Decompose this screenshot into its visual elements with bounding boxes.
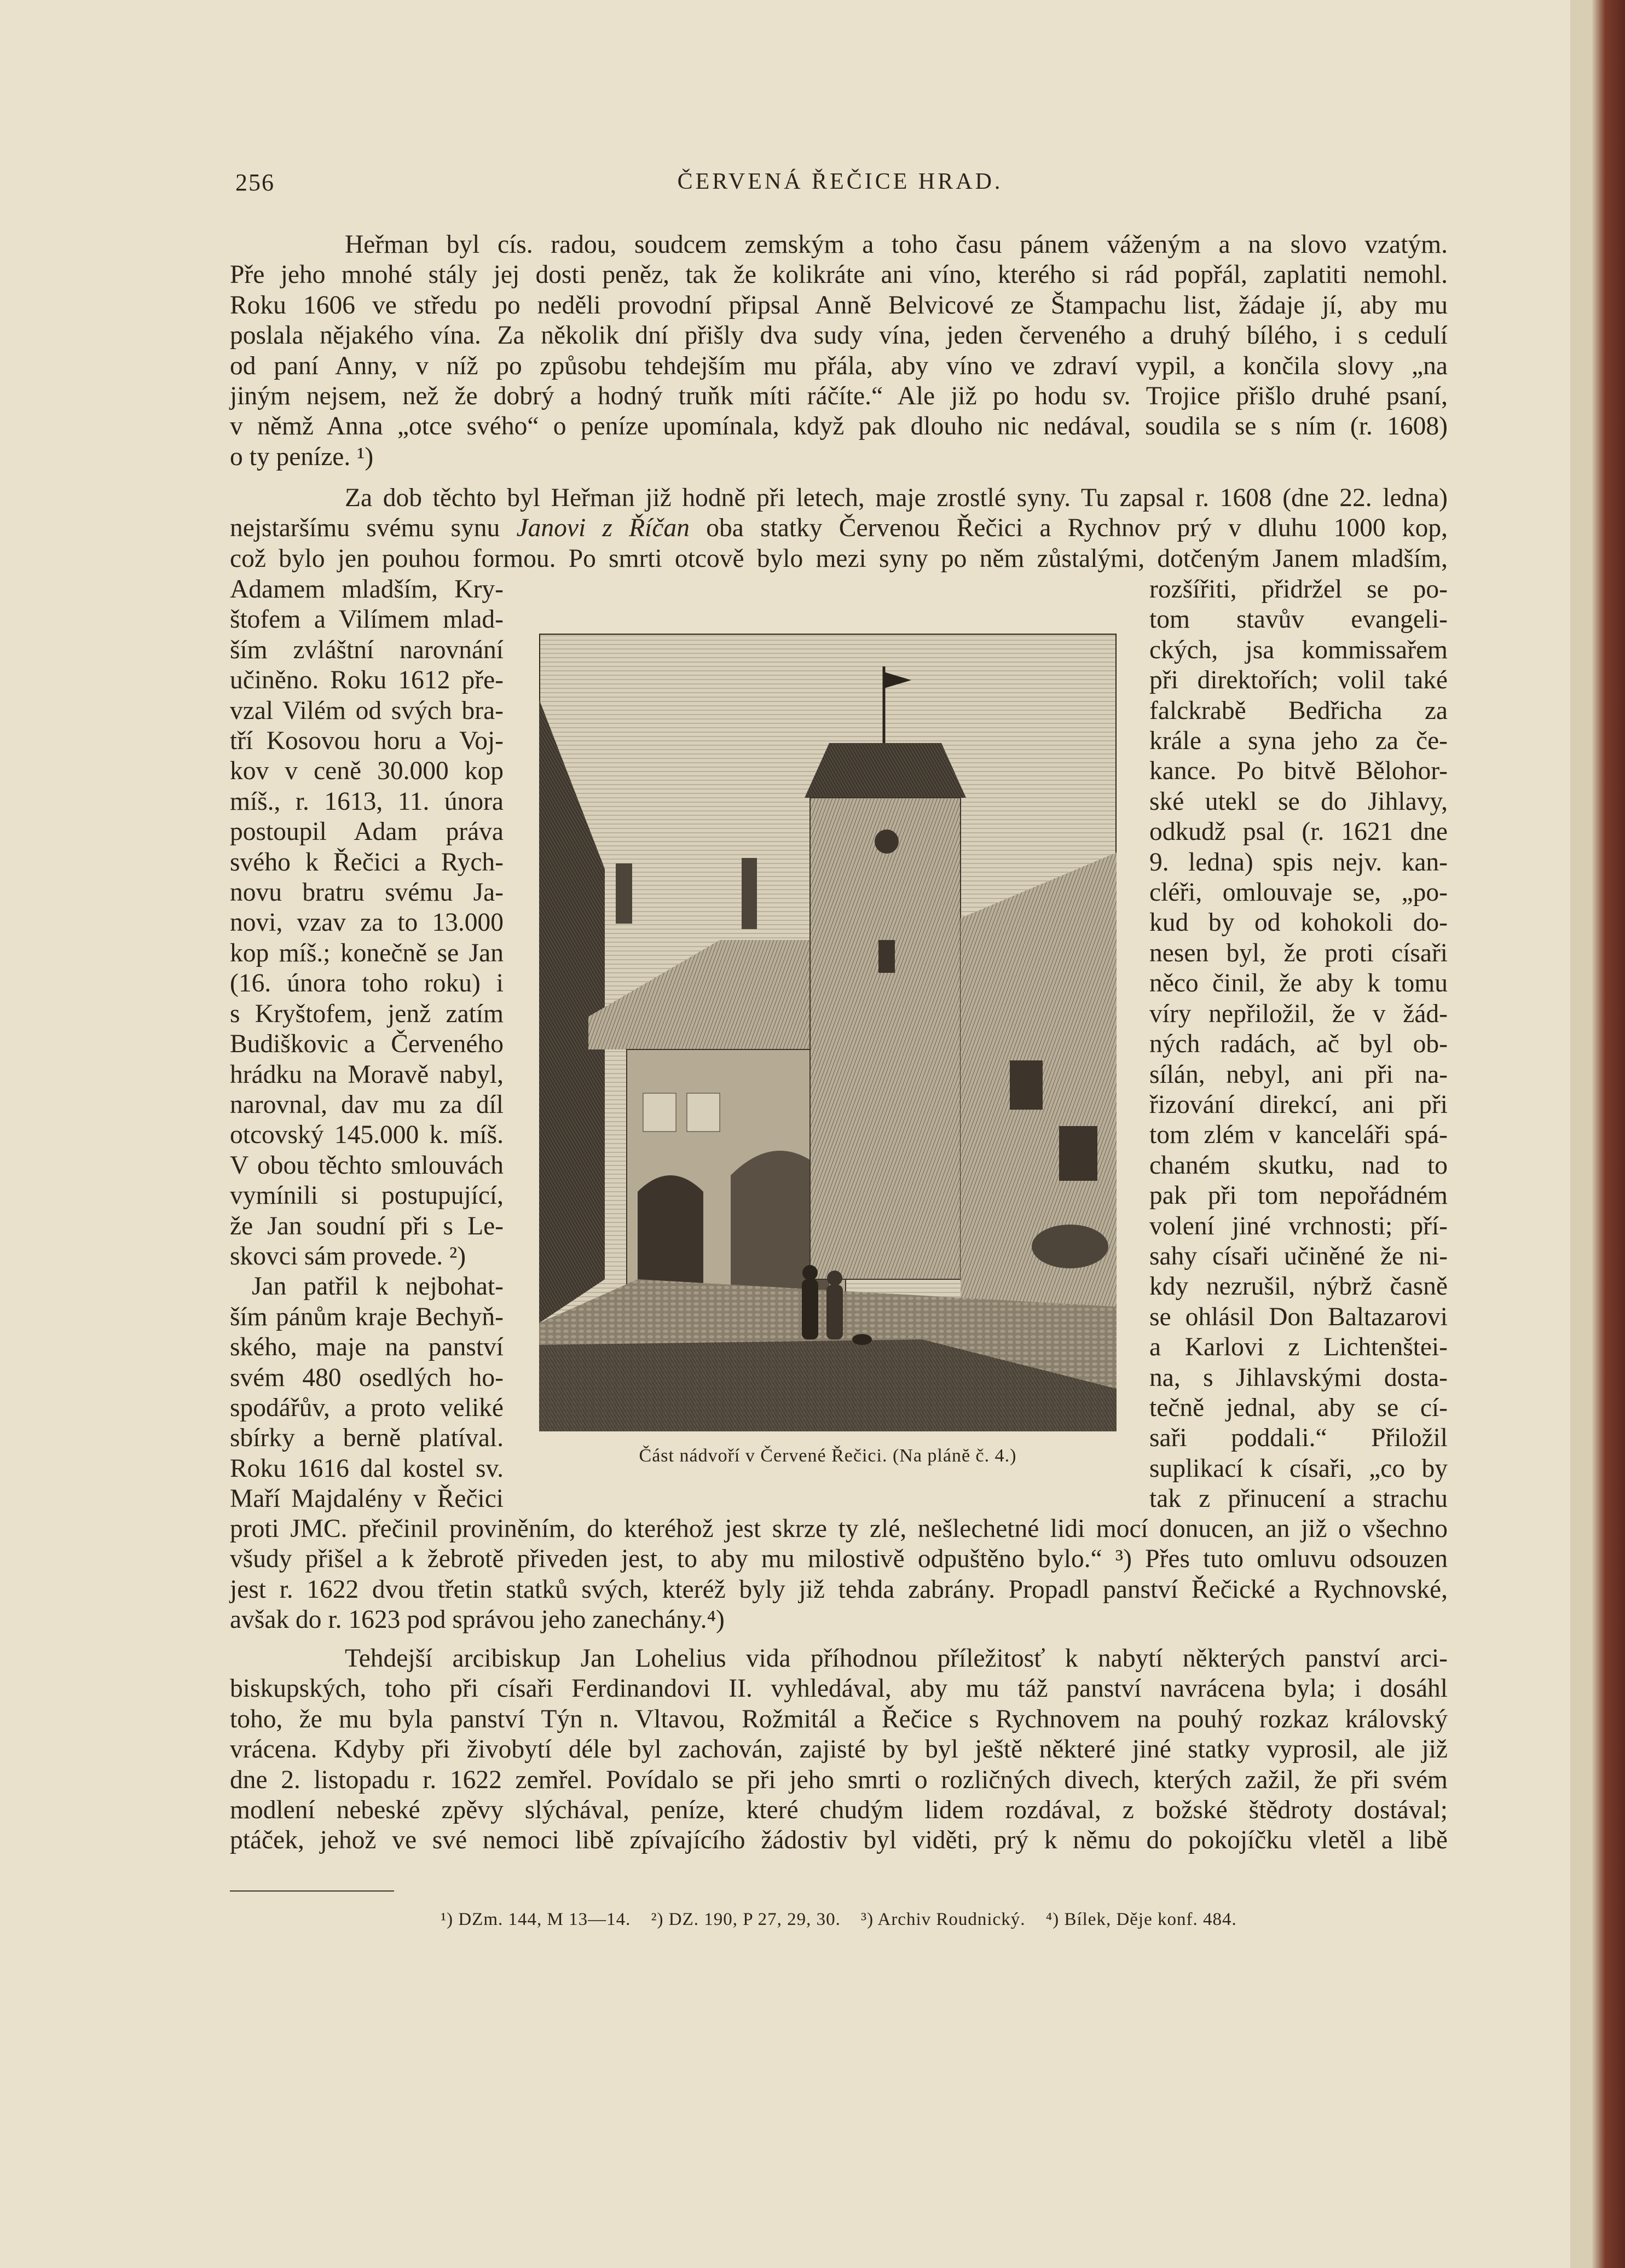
text-line: všudy přišel a k žebrotě přiveden jest, to aby mu milostivě odpuštěno bylo.“ ³) Přes tuto omluvu odsouzen: [230, 1545, 1448, 1574]
text-line: tom stavův evangeli-: [1149, 605, 1448, 634]
text-line: falckrabě Bedřicha za: [1149, 696, 1448, 725]
text-line: sílán, nebyl, ani při na-: [1149, 1060, 1448, 1089]
text-line: kop míš.; konečně se Jan: [230, 938, 504, 967]
window: [1059, 1126, 1097, 1181]
text-line: novu bratru svému Ja-: [230, 878, 504, 907]
text-line: něco činil, že aby k tomu: [1149, 969, 1448, 998]
text-line: při direktořích; volil také: [1149, 666, 1448, 695]
text-line: otcovský 145.000 k. míš.: [230, 1121, 504, 1150]
text-line: učiněno. Roku 1612 pře-: [230, 666, 504, 695]
text-line: saři poddali.“ Přiložil: [1149, 1424, 1448, 1453]
tower-roof: [805, 743, 966, 798]
text-line: krále a syna jeho za če-: [1149, 727, 1448, 756]
text-fragment: oba statky Červenou Řečici a Rychnov prý v dluhu 1000 kop,: [706, 514, 1448, 543]
text-line: ské utekl se do Jihlavy,: [1149, 787, 1448, 816]
window: [643, 1093, 676, 1132]
text-line: tak z přinucení a strachu: [1149, 1484, 1448, 1513]
italic-name: Janovi z Říčan: [516, 514, 690, 543]
text-line: spodářův, a proto veliké: [230, 1393, 504, 1422]
text-line: kov v ceně 30.000 kop: [230, 757, 504, 786]
text-line: ckých, jsa kommissařem: [1149, 635, 1448, 664]
text-line: ptáček, jehož ve své nemoci libě zpívajícího žádostiv byl viděti, prý k němu do pokojíčku vletěl a libě: [230, 1826, 1448, 1855]
text-line: Za dob těchto byl Heřman již hodně při letech, maje zrostlé syny. Tu zapsal r. 1608 (dne 22. ledna): [345, 484, 1448, 512]
text-line: Maří Majdalény v Řečici: [230, 1484, 504, 1513]
text-line: na, s Jihlavskými dosta-: [1149, 1363, 1448, 1392]
text-line: ského, maje na panství: [230, 1333, 504, 1362]
chimney: [742, 858, 757, 929]
text-line: V obou těchto smlouvách: [230, 1151, 504, 1180]
text-line: v němž Anna „otce svého“ o peníze upomínala, když pak dlouho nic nedával, soudila se s ním (r. 1608): [230, 412, 1448, 441]
text-line: odkudž psal (r. 1621 dne: [1149, 817, 1448, 846]
text-line: toho, že mu byla panství Týn n. Vltavou, Rožmitál a Řečice s Rychnovem na pouhý rozkaz královský: [230, 1704, 1448, 1733]
text-line: Jan patřil k nejbohat-: [252, 1272, 504, 1301]
text-line: (16. února toho roku) i: [230, 969, 504, 998]
text-line: kance. Po bitvě Bělohor-: [1149, 757, 1448, 786]
dog: [852, 1334, 872, 1345]
scan-page-edge: [1570, 0, 1592, 2268]
text-line: 9. ledna) spis nejv. kan-: [1149, 848, 1448, 877]
paragraph-4: [230, 1644, 1448, 1856]
text-line: jiným nejsem, než že dobrý a hodný truňk míti ráčíte.“ Ale již po hodu sv. Trojice přišlo druhé psaní,: [230, 382, 1448, 411]
text-fragment: nejstaršímu svému synu: [230, 514, 500, 543]
text-line: postoupil Adam práva: [230, 817, 504, 846]
text-line: že Jan soudní při s Le-: [230, 1211, 504, 1240]
text-line: rozšířiti, přidržel se po-: [1149, 575, 1448, 604]
text-line: vrácena. Kdyby při živobytí déle byl zachován, zajisté by byl ještě některé jiné statky vyprosil, ale již: [230, 1735, 1448, 1764]
text-line: chaném skutku, nad to: [1149, 1151, 1448, 1180]
page-number: 256: [235, 169, 275, 196]
text-line: sbírky a berně platíval.: [230, 1424, 504, 1453]
text-line: od paní Anny, v níž po způsobu tehdejším mu přála, aby víno ve zdraví vypil, a končila slovy „na: [230, 351, 1448, 380]
text-line: Roku 1616 dal kostel sv.: [230, 1454, 504, 1483]
footnotes: [230, 1910, 1448, 1930]
text-line: nesen byl, že proti císaři: [1149, 938, 1448, 967]
paragraph-1: [230, 230, 1448, 472]
tower-window: [878, 940, 895, 973]
text-line: Roku 1606 ve středu po neděli provodní připsal Anně Belvicové ze Štampachu list, žádaje jí, aby mu: [230, 291, 1448, 320]
text-line: vymínili si postupující,: [230, 1181, 504, 1210]
chimney: [616, 863, 632, 924]
text-line: suplikací k císaři, „co by: [1149, 1454, 1448, 1483]
courtyard-engraving: [539, 634, 1117, 1431]
text-line: modlení nebeské zpěvy slýchával, peníze, které chudým lidem rozdával, z božské štědroty dostával;: [230, 1796, 1448, 1825]
text-line: Tehdejší arcibiskup Jan Lohelius vida příhodnou příležitosť k nabytí některých panství arci-: [345, 1644, 1448, 1673]
text-line: biskupských, toho při císaři Ferdinandovi II. vyhledával, aby mu táž panství navrácena byla; i dosáhl: [230, 1674, 1448, 1703]
window: [687, 1093, 720, 1132]
clock-tower: [810, 798, 961, 1279]
text-line: s Kryštofem, jenž zatím: [230, 999, 504, 1028]
footnote-4: ⁴) Bílek, Děje konf. 484.: [1045, 1910, 1237, 1929]
scan-binding-edge: [1592, 0, 1625, 2268]
text-line: jest r. 1622 dvou třetin statků svých, kteréž byly již tehda zabrány. Propadl panství Řečické a Rychnovské,: [230, 1575, 1448, 1604]
text-line: volení jiné vrchnosti; pří-: [1149, 1211, 1448, 1240]
footnote-2: ²) DZ. 190, P 27, 29, 30.: [651, 1910, 841, 1929]
left-text-column: [230, 575, 504, 1515]
text-line: štofem a Vilímem mlad-: [230, 605, 504, 634]
text-line: kud by od kohokoli do-: [1149, 908, 1448, 937]
figure: [826, 1285, 843, 1339]
well: [1032, 1225, 1108, 1268]
text-line: ším zvláštní narovnání: [230, 635, 504, 664]
text-line: svého k Řečici a Rych-: [230, 848, 504, 877]
figure: [802, 1279, 818, 1339]
text-line: což bylo jen pouhou formou. Po smrti otcově bylo mezi syny po něm zůstalými, dotčeným Janem mladším,: [230, 544, 1448, 573]
text-line: narovnal, dav mu za díl: [230, 1090, 504, 1119]
tower-clock: [875, 830, 899, 854]
figure-head: [827, 1271, 842, 1286]
text-line: sahy císaři učiněné že ni-: [1149, 1242, 1448, 1271]
text-line: o ty peníze. ¹): [230, 442, 374, 471]
engraving-illustration: [539, 634, 1117, 1431]
text-line: míš., r. 1613, 11. února: [230, 787, 504, 816]
text-line: víry nepřiložil, že v žád-: [1149, 999, 1448, 1028]
text-line: skovci sám provede. ²): [230, 1242, 466, 1271]
text-line-mixed: [230, 513, 1448, 543]
text-line: ných radách, ač byl ob-: [1149, 1030, 1448, 1059]
text-line: proti JMC. přečinil proviněním, do kteréhož jest skrze ty zlé, nešlechetné lidi mocí donucen, an již o všechno: [230, 1515, 1448, 1543]
text-line: ším pánům kraje Bechyň-: [230, 1302, 504, 1331]
text-line: novi, vzav za to 13.000: [230, 908, 504, 937]
text-line: kdy nezrušil, nýbrž časně: [1149, 1272, 1448, 1301]
text-line: svém 480 osedlých ho-: [230, 1363, 504, 1392]
text-line: Budiškovic a Červeného: [230, 1030, 504, 1059]
text-line: a Karlovi z Lichtenštei-: [1149, 1333, 1448, 1362]
text-line: Pře jeho mnohé stály jej dosti peněz, tak že kolikráte ani víno, kterého si rád popřál, zaplatiti nemohl.: [230, 260, 1448, 289]
text-line: poslala nějakého vína. Za několik dní přišly dva sudy vína, jeden červeného a druhý bílého, i s cedulí: [230, 321, 1448, 350]
window: [1010, 1060, 1043, 1110]
text-line: řizování direkcí, ani při: [1149, 1090, 1448, 1119]
text-line: avšak do r. 1623 pod správou jeho zanechány.⁴): [230, 1605, 725, 1634]
text-line: tří Kosovou horu a Voj-: [230, 727, 504, 756]
paragraph-2: [230, 483, 1448, 574]
running-title: ČERVENÁ ŘEČICE HRAD.: [677, 169, 1003, 194]
text-line: dne 2. listopadu r. 1622 zemřel. Povídalo se při jeho smrti o rozličných divech, kterých zažil, že při svém: [230, 1765, 1448, 1794]
text-line: Adamem mladším, Kry-: [230, 575, 504, 604]
text-line: Heřman byl cís. radou, soudcem zemským a toho času pánem váženým a na slovo vzatým.: [345, 230, 1448, 259]
text-line: se ohlásil Don Baltazarovi: [1149, 1302, 1448, 1331]
text-line: tečně jednal, aby se cí-: [1149, 1393, 1448, 1422]
figure-head: [802, 1265, 818, 1280]
right-text-column: [1149, 575, 1448, 1515]
text-line: hrádku na Moravě nabyl,: [230, 1060, 504, 1089]
text-line: cléři, omlouvaje se, „po-: [1149, 878, 1448, 907]
text-line: vzal Vilém od svých bra-: [230, 696, 504, 725]
figure-caption: Část nádvoří v Červené Řečici. (Na plánĕ č. 4.): [639, 1446, 1017, 1466]
footnote-3: ³) Archiv Roudnický.: [861, 1910, 1026, 1929]
text-line: tom zlém v kanceláři spá-: [1149, 1121, 1448, 1150]
text-line: pak při tom nepořádném: [1149, 1181, 1448, 1210]
footnote-rule: [230, 1890, 394, 1892]
footnote-1: ¹) DZm. 144, M 13—14.: [441, 1910, 631, 1929]
paragraph-3: [230, 1514, 1448, 1635]
